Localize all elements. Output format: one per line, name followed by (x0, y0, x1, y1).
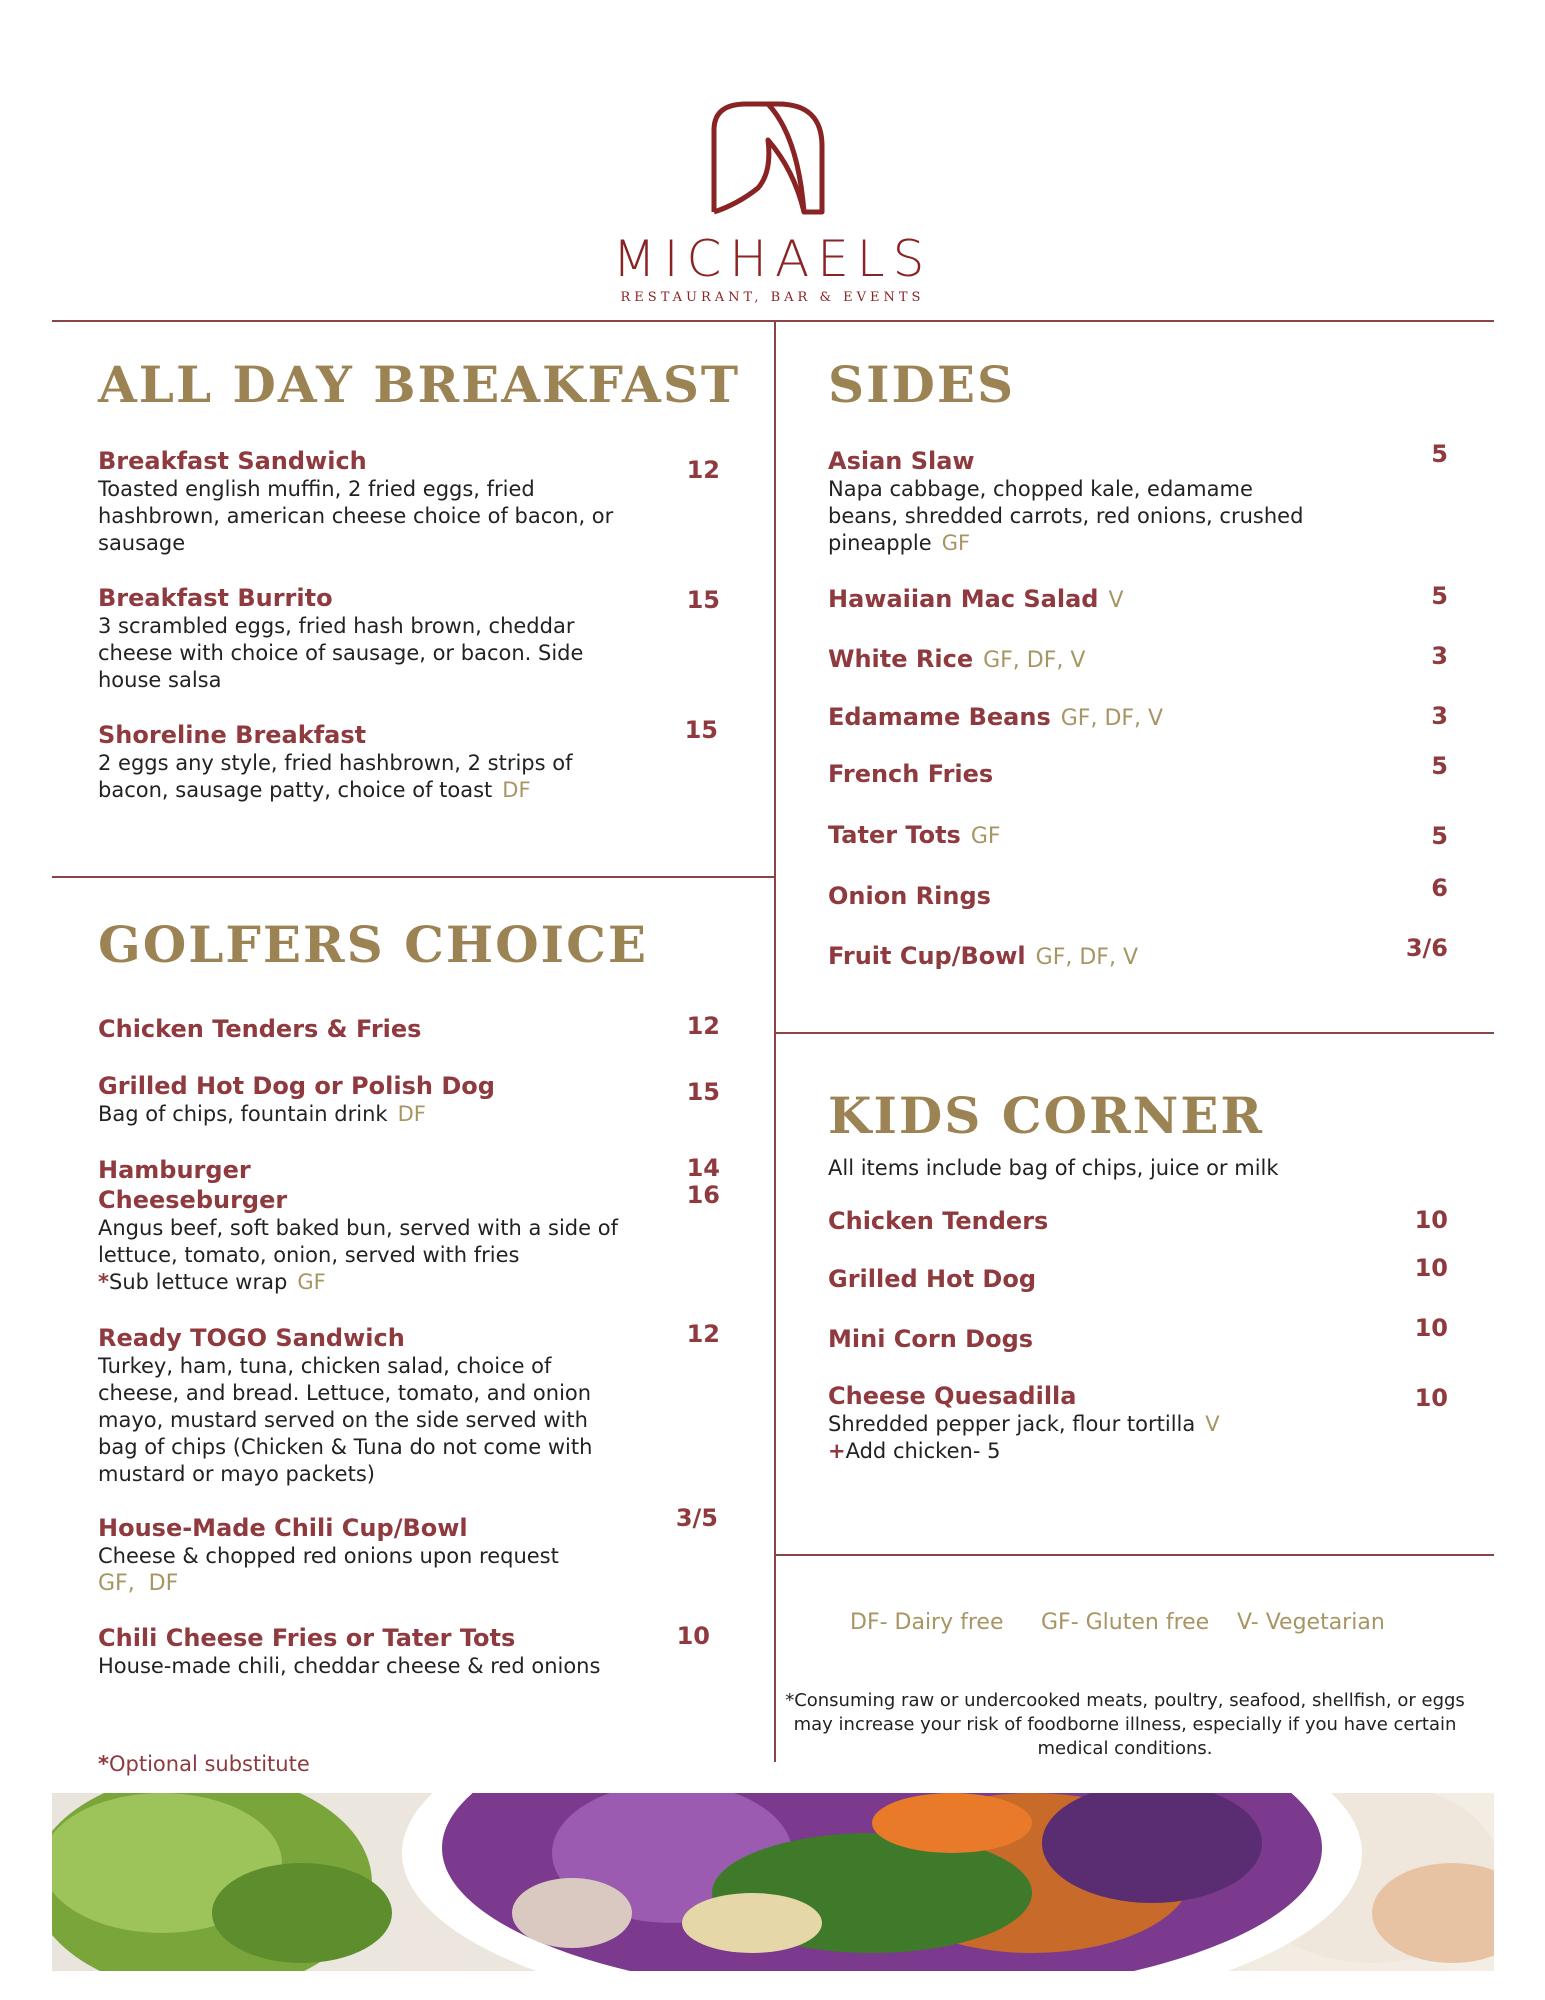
item-price: 12 (686, 456, 720, 484)
item-price: 15 (686, 1078, 720, 1106)
item-price: 3/6 (1405, 934, 1448, 962)
section-title-sides: SIDES (828, 355, 1016, 414)
item-name-secondary: Cheeseburger (98, 1186, 288, 1214)
menu-item (98, 1071, 718, 1128)
substitute-star: * (98, 1270, 109, 1294)
diet-tag: GF, DF, V (983, 648, 1086, 673)
diet-tag: GF, DF, V (1060, 706, 1164, 731)
legend-dairy-free: DF- Dairy free (850, 1610, 1004, 1635)
header-divider (52, 320, 1494, 322)
item-price-secondary: 16 (686, 1181, 720, 1209)
diet-tag: GF (941, 531, 971, 555)
item-name: Chicken Tenders & Fries (98, 1015, 422, 1043)
diet-tag: GF, DF, V (1035, 945, 1138, 970)
item-description-text: Bag of chips, fountain drink (98, 1102, 388, 1126)
item-price: 10 (1414, 1254, 1448, 1282)
sides-divider (775, 1032, 1494, 1034)
item-name: Grilled Hot Dog or Polish Dog (98, 1072, 495, 1100)
kids-intro: All items include bag of chips, juice or milk (828, 1156, 1279, 1180)
section-title-kids: KIDS CORNER (828, 1086, 1264, 1145)
item-name: Cheese Quesadilla (828, 1382, 1077, 1410)
footnote-text: Optional substitute (108, 1752, 310, 1776)
legend-gluten-free: GF- Gluten free (1041, 1610, 1210, 1635)
item-price: 10 (1414, 1384, 1448, 1412)
menu-item (98, 1014, 718, 1044)
menu-item (828, 1264, 1388, 1294)
item-price: 5 (1431, 752, 1448, 780)
salad-photo (52, 1793, 1494, 1971)
food-safety-disclaimer: *Consuming raw or undercooked meats, poultry, seafood, shellfish, or eggs may increase your risk of foodborne illness, especially if you have certain medical conditions. (785, 1690, 1465, 1759)
menu-item (828, 759, 1388, 789)
item-price: 6 (1431, 874, 1448, 902)
item-price: 3 (1431, 642, 1448, 670)
item-description: House-made chili, cheddar cheese & red onions (98, 1654, 601, 1678)
item-name: White Rice (828, 645, 974, 673)
diet-tag: V (1205, 1412, 1220, 1436)
column-divider (774, 322, 776, 1762)
item-price: 3 (1431, 702, 1448, 730)
item-name: Fruit Cup/Bowl (828, 942, 1026, 970)
item-price: 10 (1414, 1206, 1448, 1234)
menu-item (98, 1155, 718, 1296)
section-title-breakfast: ALL DAY BREAKFAST (98, 355, 741, 414)
item-name: Grilled Hot Dog (828, 1265, 1037, 1293)
menu-item (828, 1206, 1388, 1236)
item-description: Angus beef, soft baked bun, served with a side of lettuce, tomato, onion, served with fries (98, 1216, 618, 1267)
kids-divider (775, 1554, 1494, 1556)
menu-item (828, 941, 1388, 971)
item-price: 10 (676, 1622, 710, 1650)
item-description (98, 750, 618, 804)
diet-tag: V (1108, 588, 1124, 613)
section-title-golfers: GOLFERS CHOICE (98, 915, 648, 974)
item-name: Hamburger (98, 1156, 251, 1184)
michaels-logo-icon (702, 100, 842, 225)
menu-item (828, 584, 1388, 614)
diet-tag: GF (297, 1270, 326, 1294)
item-name: Breakfast Burrito (98, 584, 333, 612)
item-description: Turkey, ham, tuna, chicken salad, choice of cheese, and bread. Lettuce, tomato, and onion mayo, mustard served on the side served with bag of chips (Chicken & Tuna do not come with mustard or mayo packets) (98, 1354, 593, 1486)
item-description: Toasted english muffin, 2 fried eggs, fried hashbrown, american cheese choice of bacon, or sausage (98, 477, 614, 555)
item-name: Ready TOGO Sandwich (98, 1324, 405, 1352)
diet-tag: DF (502, 778, 531, 802)
item-description (828, 476, 1328, 557)
item-name: Asian Slaw (828, 447, 975, 475)
legend-vegetarian: V- Vegetarian (1237, 1610, 1385, 1635)
addon-text: Add chicken- 5 (845, 1439, 1001, 1463)
brand-logo (560, 96, 985, 306)
breakfast-divider (52, 876, 775, 878)
item-name: Onion Rings (828, 882, 991, 910)
menu-item (98, 1323, 718, 1488)
menu-item (828, 702, 1388, 732)
item-price: 12 (686, 1012, 720, 1040)
item-description-text: 2 eggs any style, fried hashbrown, 2 strips of bacon, sausage patty, choice of toast (98, 751, 573, 802)
item-price: 15 (686, 586, 720, 614)
menu-item (828, 881, 1388, 911)
item-description (828, 1411, 1388, 1438)
substitute-text: Sub lettuce wrap (108, 1270, 288, 1294)
menu-item (98, 720, 718, 804)
item-price: 14 (686, 1154, 720, 1182)
footnote (98, 1752, 310, 1776)
salad-photo-illustration (52, 1793, 1494, 1971)
item-description-text: Shredded pepper jack, flour tortilla (828, 1412, 1196, 1436)
item-description: Cheese & chopped red onions upon request (98, 1544, 559, 1568)
menu-item (98, 446, 718, 557)
diet-tag: DF (397, 1102, 426, 1126)
item-price: 5 (1431, 822, 1448, 850)
item-name: Chili Cheese Fries or Tater Tots (98, 1624, 516, 1652)
brand-tagline: RESTAURANT, BAR & EVENTS (620, 290, 925, 305)
item-price: 12 (686, 1320, 720, 1348)
item-price: 3/5 (675, 1504, 718, 1532)
item-name: House-Made Chili Cup/Bowl (98, 1514, 468, 1542)
menu-item (98, 1513, 718, 1597)
menu-item (828, 446, 1388, 557)
diet-tag: GF (970, 824, 1001, 849)
diet-tag: GF, DF (98, 1571, 179, 1596)
item-name: Mini Corn Dogs (828, 1325, 1034, 1353)
brand-name: MICHAELS (612, 230, 933, 288)
item-name: French Fries (828, 760, 994, 788)
item-substitute (98, 1269, 718, 1296)
menu-item (98, 1623, 718, 1680)
item-description-text: Napa cabbage, chopped kale, edamame beans, shredded carrots, red onions, crushed pineapple (828, 477, 1304, 555)
footnote-star: * (98, 1752, 109, 1776)
addon-plus: + (828, 1439, 846, 1463)
item-name: Edamame Beans (828, 703, 1051, 731)
item-description (98, 1101, 718, 1128)
item-name: Shoreline Breakfast (98, 721, 367, 749)
menu-item (828, 644, 1388, 674)
menu-item (828, 820, 1388, 850)
item-name: Hawaiian Mac Salad (828, 585, 1099, 613)
item-name: Chicken Tenders (828, 1207, 1049, 1235)
item-name: Breakfast Sandwich (98, 447, 367, 475)
item-price: 15 (684, 716, 718, 744)
item-addon (828, 1438, 1388, 1465)
menu-item (98, 583, 718, 694)
item-description: 3 scrambled eggs, fried hash brown, cheddar cheese with choice of sausage, or bacon. Side house salsa (98, 614, 584, 692)
item-price: 5 (1431, 582, 1448, 610)
item-price: 5 (1431, 440, 1448, 468)
item-price: 10 (1414, 1314, 1448, 1342)
menu-item (828, 1324, 1388, 1354)
item-name: Tater Tots (828, 821, 961, 849)
menu-item (828, 1381, 1388, 1465)
